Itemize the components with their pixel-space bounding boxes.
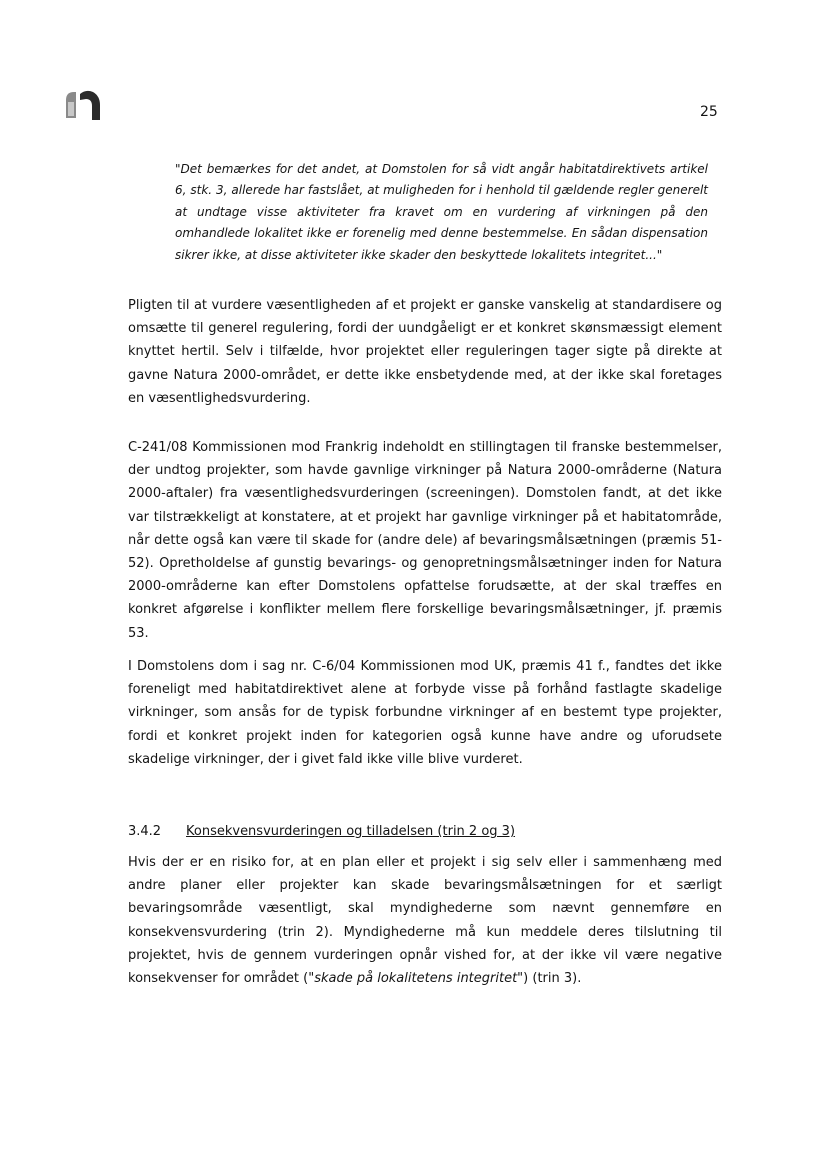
paragraph [128,851,722,990]
section-title: Konsekvensvurderingen og tilladelsen (trin 2 og 3) [186,824,516,839]
section-number: 3.4.2 [128,824,162,839]
paragraph: I Domstolens dom i sag nr. C-6/04 Kommissionen mod UK, præmis 41 f., fandtes det ikke foreneligt med habitatdirektivet alene at forbyde visse på forhånd fastlagte skadelige virkninger, som ansås for de typisk forbundne virkninger af en bestemt type projekter, fordi et konkret projekt inden for kategorien også kunne have andre og uforudsete skadelige virkninger, der i givet fald ikke ville blive vurderet. [128,659,722,767]
paragraph: Pligten til at vurdere væsentligheden af et projekt er ganske vanskelig at standardisere og omsætte til generel regulering, fordi der uundgåeligt er et konkret skønsmæssigt element knyttet hertil. Selv i tilfælde, hvor projektet eller reguleringen tager sigte på direkte at gavne Natura 2000-området, er dette ikke ensbetydende med, at der ikke skal foretages en væsentlighedsvurdering. [128,298,722,406]
section-heading [128,820,728,843]
logo-icon [62,86,104,128]
paragraph-text: Hvis der er en risiko for, at en plan eller et projekt i sig selv eller i sammenhæng med andre planer eller projekter kan skade bevaringsmålsætningen for et særligt bevaringsområde væsentligt, skal myndighederne som nævnt gennemføre en konsekvensvurdering (trin 2). Myndighederne må kun meddele deres tilslutning til projektet, hvis de gennem vurderingen opnår vished for, at der ikke vil være negative konsekvenser for området ( [128,855,722,987]
page-number: 25 [700,104,718,120]
quote-block: "Det bemærkes for det andet, at Domstolen for så vidt angår habitatdirektivets artikel 6, stk. 3, allerede har fastslået, at muligheden for i henhold til gældende regler generelt at undtage visse aktiviteter fra kravet om en vurdering af virkningen på den omhandlede lokalitet ikke er forenelig med denne bestemmelse. En sådan dispensation sikrer ikke, at disse aktiviteter ikke skader den beskyttede lokalitets integritet..." [175,162,708,262]
paragraph-text-end: ) (trin 3). [523,971,582,987]
paragraph: C-241/08 Kommissionen mod Frankrig indeholdt en stillingtagen til franske bestemmelser, der undtog projekter, som havde gavnlige virkninger på Natura 2000-områderne (Natura 2000-aftaler) fra væsentlighedsvurderingen (screeningen). Domstolen fandt, at det ikke var tilstrækkeligt at konstatere, at et projekt har gavnlige virkninger på et habitatområde, når dette også kan være til skade for (andre dele) af bevaringsmålsætningen (præmis 51-52). Opretholdelse af gunstig bevarings- og genopretningsmålsætninger inden for Natura 2000-områderne kan efter Domstolens opfattelse forudsætte, at der skal træffes en konkret afgørelse i konflikter mellem flere forskellige bevaringsmålsætninger, jf. præmis 53. [128,440,722,641]
italic-quote: "skade på lokalitetens integritet" [308,971,524,987]
